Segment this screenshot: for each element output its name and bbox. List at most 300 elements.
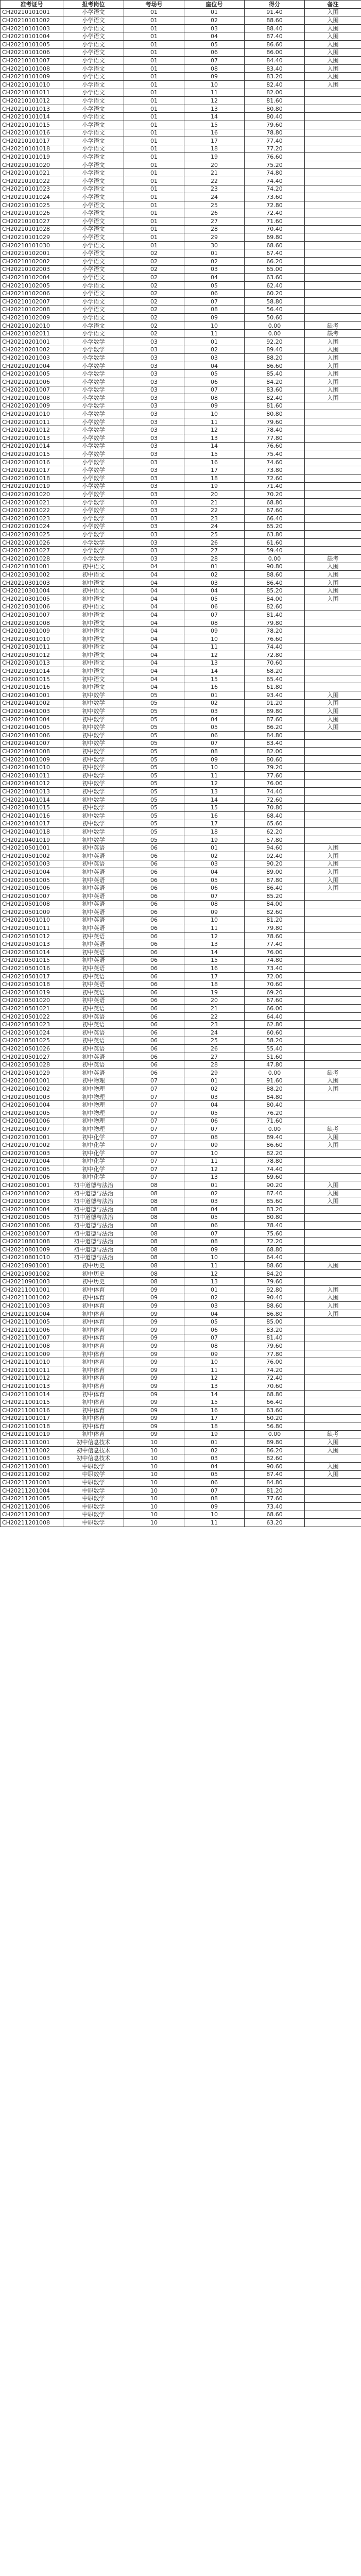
cell-seat-number: 11 bbox=[184, 418, 245, 426]
cell-position: 初中语文 bbox=[63, 571, 124, 579]
cell-ticket-number: CH20211001019 bbox=[1, 1430, 63, 1438]
cell-seat-number: 09 bbox=[184, 1503, 245, 1511]
cell-exam-room: 03 bbox=[124, 506, 184, 515]
table-row bbox=[1, 161, 361, 169]
cell-position: 小学数学 bbox=[63, 522, 124, 531]
cell-seat-number: 21 bbox=[184, 169, 245, 177]
cell-exam-room: 08 bbox=[124, 1229, 184, 1238]
cell-ticket-number: CH20210801004 bbox=[1, 1206, 63, 1214]
cell-ticket-number: CH20210101007 bbox=[1, 57, 63, 65]
cell-seat-number: 13 bbox=[184, 1173, 245, 1181]
table-row bbox=[1, 1286, 361, 1294]
cell-seat-number: 12 bbox=[184, 426, 245, 434]
cell-remark bbox=[305, 426, 361, 434]
cell-ticket-number: CH20211001006 bbox=[1, 1326, 63, 1334]
table-row bbox=[1, 1495, 361, 1503]
cell-score: 93.40 bbox=[245, 691, 305, 700]
cell-position: 小学数学 bbox=[63, 466, 124, 474]
cell-exam-room: 04 bbox=[124, 627, 184, 635]
table-row bbox=[1, 458, 361, 466]
cell-exam-room: 01 bbox=[124, 161, 184, 169]
cell-ticket-number: CH20210801005 bbox=[1, 1213, 63, 1222]
cell-position: 中职数学 bbox=[63, 1470, 124, 1479]
cell-seat-number: 01 bbox=[184, 337, 245, 346]
cell-exam-room: 03 bbox=[124, 450, 184, 459]
cell-position: 中职数学 bbox=[63, 1479, 124, 1487]
cell-position: 小学语文 bbox=[63, 8, 124, 16]
cell-seat-number: 10 bbox=[184, 1511, 245, 1519]
table-row bbox=[1, 16, 361, 25]
table-row bbox=[1, 964, 361, 973]
table-row bbox=[1, 490, 361, 499]
table-row bbox=[1, 1165, 361, 1174]
cell-position: 初中英语 bbox=[63, 852, 124, 860]
cell-exam-room: 06 bbox=[124, 989, 184, 997]
table-row bbox=[1, 1253, 361, 1262]
cell-ticket-number: CH20211001004 bbox=[1, 1310, 63, 1318]
cell-ticket-number: CH20210101025 bbox=[1, 201, 63, 209]
cell-exam-room: 06 bbox=[124, 1029, 184, 1037]
cell-seat-number: 14 bbox=[184, 948, 245, 957]
cell-position: 小学数学 bbox=[63, 450, 124, 459]
cell-exam-room: 04 bbox=[124, 603, 184, 611]
cell-exam-room: 03 bbox=[124, 418, 184, 426]
cell-remark bbox=[305, 297, 361, 306]
cell-remark bbox=[305, 1334, 361, 1342]
table-row bbox=[1, 1238, 361, 1246]
cell-ticket-number: CH20210201013 bbox=[1, 434, 63, 443]
cell-ticket-number: CH20210101013 bbox=[1, 105, 63, 113]
cell-exam-room: 04 bbox=[124, 675, 184, 683]
cell-exam-room: 10 bbox=[124, 1454, 184, 1463]
cell-remark bbox=[305, 265, 361, 274]
cell-exam-room: 08 bbox=[124, 1253, 184, 1262]
cell-remark bbox=[305, 274, 361, 282]
cell-exam-room: 04 bbox=[124, 595, 184, 603]
table-row bbox=[1, 129, 361, 137]
cell-ticket-number: CH20210301013 bbox=[1, 659, 63, 667]
cell-position: 初中数学 bbox=[63, 699, 124, 707]
cell-score: 85.20 bbox=[245, 892, 305, 900]
table-row bbox=[1, 538, 361, 547]
cell-score: 84.80 bbox=[245, 1093, 305, 1101]
cell-score: 92.20 bbox=[245, 337, 305, 346]
cell-ticket-number: CH20210201018 bbox=[1, 474, 63, 483]
table-row bbox=[1, 24, 361, 32]
table-row bbox=[1, 619, 361, 627]
cell-ticket-number: CH20210501017 bbox=[1, 972, 63, 980]
table-row bbox=[1, 1446, 361, 1454]
table-row bbox=[1, 972, 361, 980]
table-row bbox=[1, 89, 361, 97]
table-row bbox=[1, 860, 361, 868]
cell-position: 小学语文 bbox=[63, 24, 124, 32]
cell-remark bbox=[305, 683, 361, 691]
cell-ticket-number: CH20210301007 bbox=[1, 611, 63, 619]
cell-remark: 入围 bbox=[305, 595, 361, 603]
table-row bbox=[1, 715, 361, 723]
table-row bbox=[1, 217, 361, 226]
cell-remark: 入围 bbox=[305, 1077, 361, 1085]
cell-seat-number: 11 bbox=[184, 643, 245, 651]
cell-exam-room: 10 bbox=[124, 1479, 184, 1487]
cell-score: 62.40 bbox=[245, 281, 305, 290]
cell-remark: 入围 bbox=[305, 354, 361, 362]
cell-position: 初中英语 bbox=[63, 916, 124, 924]
cell-seat-number: 07 bbox=[184, 57, 245, 65]
cell-ticket-number: CH20210201019 bbox=[1, 482, 63, 490]
cell-exam-room: 09 bbox=[124, 1382, 184, 1391]
cell-score: 70.40 bbox=[245, 225, 305, 233]
cell-position: 初中物理 bbox=[63, 1085, 124, 1093]
cell-exam-room: 10 bbox=[124, 1446, 184, 1454]
cell-exam-room: 07 bbox=[124, 1141, 184, 1149]
cell-seat-number: 28 bbox=[184, 554, 245, 563]
cell-score: 70.80 bbox=[245, 804, 305, 812]
cell-seat-number: 08 bbox=[184, 1133, 245, 1141]
cell-remark bbox=[305, 1358, 361, 1366]
cell-remark: 入围 bbox=[305, 587, 361, 595]
cell-score: 73.40 bbox=[245, 1503, 305, 1511]
cell-remark bbox=[305, 804, 361, 812]
cell-exam-room: 03 bbox=[124, 378, 184, 386]
cell-score: 86.60 bbox=[245, 362, 305, 370]
cell-remark: 入围 bbox=[305, 346, 361, 354]
cell-ticket-number: CH20211001018 bbox=[1, 1422, 63, 1431]
cell-ticket-number: CH20210801001 bbox=[1, 1181, 63, 1190]
cell-remark bbox=[305, 105, 361, 113]
cell-position: 小学数学 bbox=[63, 410, 124, 418]
cell-seat-number: 08 bbox=[184, 1238, 245, 1246]
table-row bbox=[1, 739, 361, 748]
cell-score: 75.60 bbox=[245, 1229, 305, 1238]
cell-remark bbox=[305, 1519, 361, 1527]
cell-remark: 缺考 bbox=[305, 1125, 361, 1133]
table-row bbox=[1, 707, 361, 716]
cell-remark bbox=[305, 442, 361, 450]
cell-exam-room: 02 bbox=[124, 306, 184, 314]
cell-ticket-number: CH20210201008 bbox=[1, 394, 63, 402]
cell-exam-room: 03 bbox=[124, 490, 184, 499]
cell-remark bbox=[305, 651, 361, 659]
cell-exam-room: 03 bbox=[124, 394, 184, 402]
cell-position: 初中英语 bbox=[63, 1045, 124, 1053]
cell-ticket-number: CH20210501029 bbox=[1, 1069, 63, 1077]
cell-seat-number: 11 bbox=[184, 1519, 245, 1527]
cell-seat-number: 27 bbox=[184, 217, 245, 226]
cell-seat-number: 10 bbox=[184, 635, 245, 643]
cell-exam-room: 09 bbox=[124, 1286, 184, 1294]
cell-seat-number: 08 bbox=[184, 306, 245, 314]
cell-remark bbox=[305, 1029, 361, 1037]
cell-remark bbox=[305, 233, 361, 242]
cell-exam-room: 06 bbox=[124, 876, 184, 884]
cell-remark bbox=[305, 450, 361, 459]
cell-exam-room: 06 bbox=[124, 956, 184, 964]
cell-score: 73.80 bbox=[245, 466, 305, 474]
cell-remark bbox=[305, 989, 361, 997]
cell-exam-room: 04 bbox=[124, 635, 184, 643]
cell-remark bbox=[305, 1406, 361, 1414]
table-row bbox=[1, 522, 361, 531]
table-row bbox=[1, 177, 361, 185]
cell-exam-room: 08 bbox=[124, 1262, 184, 1270]
cell-exam-room: 05 bbox=[124, 772, 184, 780]
cell-seat-number: 03 bbox=[184, 579, 245, 587]
cell-position: 初中体育 bbox=[63, 1358, 124, 1366]
table-row bbox=[1, 370, 361, 378]
cell-exam-room: 07 bbox=[124, 1157, 184, 1165]
cell-score: 83.20 bbox=[245, 1206, 305, 1214]
cell-remark bbox=[305, 972, 361, 980]
cell-ticket-number: CH20210101015 bbox=[1, 121, 63, 129]
cell-seat-number: 24 bbox=[184, 193, 245, 201]
cell-score: 79.80 bbox=[245, 924, 305, 933]
cell-position: 小学语文 bbox=[63, 249, 124, 258]
cell-score: 62.80 bbox=[245, 1021, 305, 1029]
cell-remark bbox=[305, 161, 361, 169]
cell-remark bbox=[305, 121, 361, 129]
cell-score: 69.60 bbox=[245, 1173, 305, 1181]
cell-exam-room: 09 bbox=[124, 1350, 184, 1358]
cell-position: 初中体育 bbox=[63, 1294, 124, 1302]
cell-score: 71.40 bbox=[245, 482, 305, 490]
cell-seat-number: 03 bbox=[184, 354, 245, 362]
cell-score: 77.40 bbox=[245, 940, 305, 948]
cell-seat-number: 07 bbox=[184, 739, 245, 748]
cell-score: 83.60 bbox=[245, 386, 305, 394]
cell-remark bbox=[305, 1045, 361, 1053]
cell-remark: 缺考 bbox=[305, 330, 361, 338]
cell-position: 小学语文 bbox=[63, 274, 124, 282]
table-row bbox=[1, 675, 361, 683]
cell-seat-number: 29 bbox=[184, 1069, 245, 1077]
cell-ticket-number: CH20211001009 bbox=[1, 1350, 63, 1358]
cell-ticket-number: CH20210201025 bbox=[1, 531, 63, 539]
cell-position: 初中数学 bbox=[63, 715, 124, 723]
cell-remark bbox=[305, 1093, 361, 1101]
cell-seat-number: 02 bbox=[184, 1189, 245, 1197]
cell-exam-room: 04 bbox=[124, 643, 184, 651]
cell-exam-room: 09 bbox=[124, 1334, 184, 1342]
cell-seat-number: 23 bbox=[184, 1021, 245, 1029]
cell-seat-number: 08 bbox=[184, 1342, 245, 1350]
cell-seat-number: 05 bbox=[184, 1109, 245, 1117]
cell-ticket-number: CH20210501027 bbox=[1, 1053, 63, 1061]
cell-exam-room: 07 bbox=[124, 1109, 184, 1117]
cell-position: 初中数学 bbox=[63, 795, 124, 804]
cell-remark bbox=[305, 1326, 361, 1334]
cell-ticket-number: CH20211201001 bbox=[1, 1463, 63, 1471]
cell-score: 86.40 bbox=[245, 579, 305, 587]
cell-remark: 入围 bbox=[305, 707, 361, 716]
cell-score: 80.80 bbox=[245, 105, 305, 113]
cell-score: 81.40 bbox=[245, 611, 305, 619]
table-row bbox=[1, 916, 361, 924]
cell-remark bbox=[305, 474, 361, 483]
cell-ticket-number: CH20210201026 bbox=[1, 538, 63, 547]
cell-position: 初中道德与法治 bbox=[63, 1253, 124, 1262]
cell-position: 初中体育 bbox=[63, 1414, 124, 1422]
cell-score: 87.60 bbox=[245, 715, 305, 723]
cell-ticket-number: CH20210401001 bbox=[1, 691, 63, 700]
cell-score: 88.60 bbox=[245, 1262, 305, 1270]
cell-exam-room: 10 bbox=[124, 1438, 184, 1447]
cell-position: 初中道德与法治 bbox=[63, 1222, 124, 1230]
table-row bbox=[1, 804, 361, 812]
cell-score: 85.40 bbox=[245, 370, 305, 378]
cell-exam-room: 05 bbox=[124, 755, 184, 764]
cell-score: 68.60 bbox=[245, 241, 305, 249]
cell-exam-room: 05 bbox=[124, 739, 184, 748]
cell-remark bbox=[305, 434, 361, 443]
cell-seat-number: 15 bbox=[184, 675, 245, 683]
cell-seat-number: 26 bbox=[184, 209, 245, 217]
cell-position: 中职数学 bbox=[63, 1511, 124, 1519]
cell-score: 70.60 bbox=[245, 659, 305, 667]
cell-ticket-number: CH20211201008 bbox=[1, 1519, 63, 1527]
cell-score: 65.00 bbox=[245, 265, 305, 274]
cell-remark bbox=[305, 916, 361, 924]
cell-position: 初中语文 bbox=[63, 635, 124, 643]
cell-score: 76.60 bbox=[245, 153, 305, 161]
table-row bbox=[1, 1503, 361, 1511]
table-row bbox=[1, 932, 361, 940]
table-row bbox=[1, 394, 361, 402]
table-row bbox=[1, 1414, 361, 1422]
cell-position: 初中道德与法治 bbox=[63, 1238, 124, 1246]
cell-ticket-number: CH20210401011 bbox=[1, 772, 63, 780]
cell-ticket-number: CH20210102010 bbox=[1, 321, 63, 330]
cell-position: 初中物理 bbox=[63, 1117, 124, 1125]
cell-remark bbox=[305, 538, 361, 547]
cell-position: 初中体育 bbox=[63, 1342, 124, 1350]
cell-seat-number: 05 bbox=[184, 1318, 245, 1326]
cell-position: 小学语文 bbox=[63, 217, 124, 226]
cell-remark: 入围 bbox=[305, 1438, 361, 1447]
cell-ticket-number: CH20210401017 bbox=[1, 820, 63, 828]
table-row bbox=[1, 1149, 361, 1157]
table-row bbox=[1, 105, 361, 113]
cell-position: 初中道德与法治 bbox=[63, 1197, 124, 1206]
cell-exam-room: 09 bbox=[124, 1366, 184, 1374]
cell-score: 78.80 bbox=[245, 129, 305, 137]
cell-remark bbox=[305, 1318, 361, 1326]
cell-score: 78.40 bbox=[245, 1222, 305, 1230]
cell-exam-room: 07 bbox=[124, 1165, 184, 1174]
cell-remark bbox=[305, 1366, 361, 1374]
cell-position: 中职数学 bbox=[63, 1519, 124, 1527]
cell-seat-number: 20 bbox=[184, 161, 245, 169]
cell-ticket-number: CH20210701006 bbox=[1, 1173, 63, 1181]
cell-remark: 入围 bbox=[305, 1085, 361, 1093]
cell-seat-number: 19 bbox=[184, 1430, 245, 1438]
cell-seat-number: 04 bbox=[184, 1101, 245, 1109]
cell-seat-number: 08 bbox=[184, 900, 245, 908]
cell-ticket-number: CH20211001008 bbox=[1, 1342, 63, 1350]
cell-position: 初中英语 bbox=[63, 989, 124, 997]
cell-position: 初中道德与法治 bbox=[63, 1189, 124, 1197]
cell-seat-number: 10 bbox=[184, 410, 245, 418]
header-remark: 备注 bbox=[305, 1, 361, 9]
cell-remark: 缺考 bbox=[305, 1069, 361, 1077]
cell-exam-room: 08 bbox=[124, 1238, 184, 1246]
table-row bbox=[1, 1294, 361, 1302]
cell-position: 初中数学 bbox=[63, 788, 124, 796]
cell-seat-number: 13 bbox=[184, 1278, 245, 1286]
cell-seat-number: 05 bbox=[184, 370, 245, 378]
cell-position: 初中道德与法治 bbox=[63, 1181, 124, 1190]
cell-position: 初中语文 bbox=[63, 587, 124, 595]
table-row bbox=[1, 1278, 361, 1286]
cell-seat-number: 09 bbox=[184, 73, 245, 81]
table-row bbox=[1, 97, 361, 105]
cell-exam-room: 01 bbox=[124, 73, 184, 81]
cell-position: 小学语文 bbox=[63, 80, 124, 89]
cell-position: 小学语文 bbox=[63, 297, 124, 306]
cell-remark bbox=[305, 820, 361, 828]
table-row bbox=[1, 595, 361, 603]
cell-exam-room: 09 bbox=[124, 1358, 184, 1366]
cell-remark bbox=[305, 1422, 361, 1431]
table-row bbox=[1, 80, 361, 89]
cell-seat-number: 01 bbox=[184, 563, 245, 571]
cell-position: 初中体育 bbox=[63, 1302, 124, 1310]
table-row bbox=[1, 1310, 361, 1318]
cell-position: 小学语文 bbox=[63, 193, 124, 201]
cell-ticket-number: CH20210601005 bbox=[1, 1109, 63, 1117]
table-row bbox=[1, 531, 361, 539]
cell-exam-room: 09 bbox=[124, 1294, 184, 1302]
cell-ticket-number: CH20210401008 bbox=[1, 748, 63, 756]
cell-ticket-number: CH20211001005 bbox=[1, 1318, 63, 1326]
cell-ticket-number: CH20210201003 bbox=[1, 354, 63, 362]
cell-seat-number: 25 bbox=[184, 201, 245, 209]
cell-score: 88.20 bbox=[245, 1085, 305, 1093]
cell-score: 68.60 bbox=[245, 1511, 305, 1519]
table-row bbox=[1, 40, 361, 48]
cell-exam-room: 04 bbox=[124, 579, 184, 587]
cell-ticket-number: CH20210101028 bbox=[1, 225, 63, 233]
cell-remark: 入围 bbox=[305, 1310, 361, 1318]
cell-remark bbox=[305, 764, 361, 772]
cell-remark bbox=[305, 1222, 361, 1230]
cell-position: 初中道德与法治 bbox=[63, 1206, 124, 1214]
cell-seat-number: 26 bbox=[184, 1045, 245, 1053]
table-row bbox=[1, 924, 361, 933]
cell-position: 小学语文 bbox=[63, 177, 124, 185]
cell-position: 初中英语 bbox=[63, 972, 124, 980]
cell-seat-number: 10 bbox=[184, 1358, 245, 1366]
cell-seat-number: 10 bbox=[184, 1149, 245, 1157]
table-row bbox=[1, 1197, 361, 1206]
cell-remark: 入围 bbox=[305, 563, 361, 571]
cell-position: 中职数学 bbox=[63, 1503, 124, 1511]
cell-remark bbox=[305, 418, 361, 426]
table-row bbox=[1, 1213, 361, 1222]
table-row bbox=[1, 434, 361, 443]
cell-seat-number: 11 bbox=[184, 772, 245, 780]
table-row bbox=[1, 989, 361, 997]
cell-remark bbox=[305, 1229, 361, 1238]
cell-score: 72.40 bbox=[245, 209, 305, 217]
cell-remark bbox=[305, 1021, 361, 1029]
cell-exam-room: 06 bbox=[124, 844, 184, 852]
cell-score: 71.60 bbox=[245, 217, 305, 226]
cell-ticket-number: CH20210601002 bbox=[1, 1085, 63, 1093]
table-row bbox=[1, 306, 361, 314]
cell-position: 初中数学 bbox=[63, 764, 124, 772]
